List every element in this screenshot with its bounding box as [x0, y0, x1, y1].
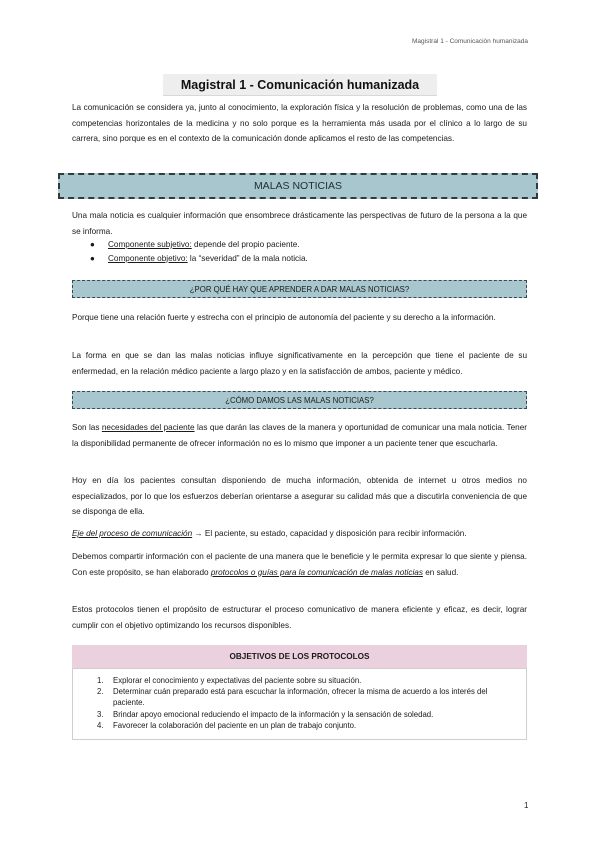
item-text: Favorecer la colaboración del paciente en un plan de trabajo conjunto. — [113, 720, 357, 730]
subsection-heading-how: ¿CÓMO DAMOS LAS MALAS NOTICIAS? — [72, 391, 527, 409]
list-item — [73, 720, 516, 731]
item-text: Determinar cuán preparado está para escuchar la información, ofrecer la misma de acuerdo a los interés del paciente. — [113, 687, 488, 708]
item-text: Brindar apoyo emocional reduciendo el impacto de la información y la sensación de soledad. — [113, 709, 434, 719]
objectives-list — [73, 669, 526, 731]
list-item — [73, 675, 516, 686]
text-run: El paciente, su estado, capacidad y disposición para recibir información. — [204, 529, 467, 538]
document-title: Magistral 1 - Comunicación humanizada — [163, 74, 437, 96]
how-paragraph-4 — [72, 549, 527, 580]
component-label: Componente objetivo: — [108, 253, 188, 263]
component-text: depende del propio paciente. — [191, 240, 300, 249]
intro-paragraph: La comunicación se considera ya, junto al conocimiento, la exploración física y la resolución de problemas, como una de las competencias horizontales de la medicina y no solo porque es la herramienta más usada por el clínico a lo largo de su carrera, sino porque es en el contexto de la comunicación donde aplicamos el resto de las competencias. — [72, 103, 527, 143]
how-paragraph-1 — [72, 420, 527, 451]
page-number: 1 — [524, 801, 529, 810]
component-text: la “severidad” de la mala noticia. — [187, 253, 308, 263]
bad-news-definition: Una mala noticia es cualquier información que ensombrece drásticamente las perspectivas de futuro de la persona a la que se informa. — [72, 211, 527, 236]
how-paragraph-5: Estos protocolos tienen el propósito de estructurar el proceso comunicativo de manera eficiente y eficaz, es decir, lograr cumplir con el objetivo optimizando los recursos disponibles. — [72, 605, 527, 630]
why-paragraph-1: Porque tiene una relación fuerte y estrecha con el principio de autonomía del paciente y su derecho a la información. — [72, 313, 496, 322]
how-paragraph-2: Hoy en día los pacientes consultan disponiendo de mucha información, obtenida de internet u otros medios no especializados, por lo que los esfuerzos deberían orientarse a asegurar su calidad más que a discutirla conveniencia de que se disponga de ella. — [72, 476, 527, 516]
bullet-icon: ● — [90, 253, 95, 263]
section-heading-malas-noticias: MALAS NOTICIAS — [58, 173, 538, 199]
text-run: Debemos compartir información con el paciente de una manera que le beneficie y le permita expresar lo que siente y piensa. Con este propósito, se han elaborado — [72, 552, 527, 577]
list-item — [73, 686, 516, 708]
item-number: 1. — [97, 676, 104, 685]
subsection-heading-why: ¿POR QUÉ HAY QUE APRENDER A DAR MALAS NOTICIAS? — [72, 280, 527, 298]
how-paragraph-3 — [72, 526, 527, 542]
components-list — [72, 238, 527, 265]
text-run: en salud. — [422, 567, 459, 577]
item-text: Explorar el conocimiento y expectativas del paciente sobre su situación. — [113, 676, 362, 685]
text-run: Son las — [72, 423, 102, 432]
running-header: Magistral 1 - Comunicación humanizada — [412, 38, 528, 45]
arrow-icon: → — [192, 529, 205, 538]
protocols-term: protocolos o guías para la comunicación de malas noticias — [210, 567, 423, 577]
patient-needs-term: necesidades del paciente — [101, 423, 195, 432]
list-item — [72, 252, 527, 266]
component-label: Componente subjetivo: — [108, 240, 192, 249]
list-item — [73, 709, 516, 720]
communication-axis-term: Eje del proceso de comunicación — [72, 529, 193, 538]
why-paragraph-2: La forma en que se dan las malas noticias influye significativamente en la percepción que tiene el paciente de su enfermedad, en la relación médico paciente a largo plazo y en la satisfacción de ambos, paciente y médico. — [72, 351, 527, 376]
list-item — [72, 238, 527, 252]
objectives-box — [72, 668, 527, 740]
bullet-icon: ● — [90, 240, 95, 249]
text-run: las que darán las claves de la manera y oportunidad de comunicar una mala noticia. Tener la disponibilidad permanente de ofrecer información no es lo mismo que imponer a un paciente tener que escucharla. — [72, 423, 527, 448]
item-number: 4. — [97, 720, 104, 730]
item-number: 2. — [97, 687, 104, 697]
item-number: 3. — [97, 709, 104, 719]
objectives-heading: OBJETIVOS DE LOS PROTOCOLOS — [72, 645, 527, 668]
